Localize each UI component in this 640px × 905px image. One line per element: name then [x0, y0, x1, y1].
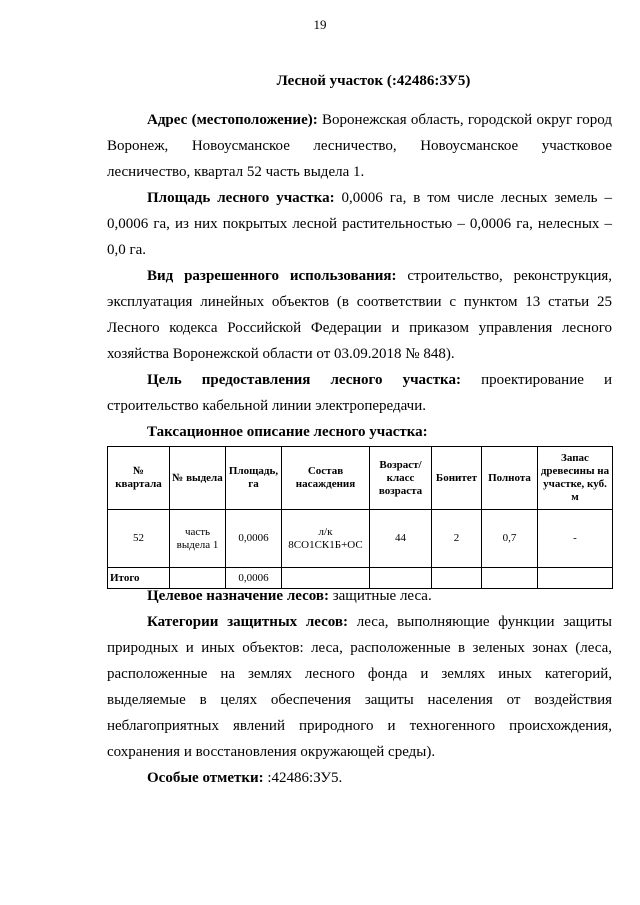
header-cell: Состав насаждения: [282, 447, 370, 510]
header-cell: Возраст/ класс возраста: [370, 447, 432, 510]
designation-paragraph: [107, 583, 612, 609]
header-cell: № квартала: [108, 447, 170, 510]
page-number: 19: [313, 17, 327, 32]
purpose-text: проектирование и строительство кабельной линии электропередачи.: [107, 372, 613, 414]
address-label: Адрес (местоположение):: [147, 112, 318, 128]
categories-text: леса, выполняющие функции защиты природных и иных объектов: леса, расположенные в зеленых зонах (леса, расположенные на землях лесного фонда и землях иных категорий, выделяемые в целях обеспечения защиты населения от воздействия неблагоприятных явлений природного и техногенного происхождения, сохранения и восстановления окружающей среды).: [107, 614, 612, 760]
address-text: Воронежская область, городской округ город Воронеж, Новоусманское лесничество, Новоусманское участковое лесничество, квартал 52 часть выдела 1.: [107, 112, 612, 180]
table-cell: 52: [108, 510, 170, 568]
table-cell: 0,7: [482, 510, 538, 568]
area-label: Площадь лесного участка:: [147, 190, 335, 206]
total-label-cell: Итого: [108, 568, 170, 589]
document-title: Лесной участок (:42486:ЗУ5): [276, 73, 471, 89]
header-cell: Полнота: [482, 447, 538, 510]
table-cell: 2: [432, 510, 482, 568]
header-cell: Запас древесины на участке, куб. м: [538, 447, 613, 510]
table-cell: часть выдела 1: [170, 510, 226, 568]
table-row: [108, 510, 613, 568]
description-title: Таксационное описание лесного участка:: [147, 424, 428, 440]
categories-paragraph: [107, 609, 612, 765]
table-header-row: [108, 447, 613, 510]
header-cell: Площадь, га: [226, 447, 282, 510]
special-label: Особые отметки:: [147, 770, 264, 786]
special-paragraph: [107, 765, 612, 791]
area-paragraph: [107, 185, 612, 263]
address-paragraph: [107, 107, 612, 185]
table-cell: 44: [370, 510, 432, 568]
taxation-table: [107, 446, 613, 589]
usage-text: строительство, реконструкция, эксплуатация линейных объектов (в соответствии с пунктом 13 статьи 25 Лесного кодекса Российской Федерации и приказом управления лесного хозяйства Воронежской области от 03.09.2018 № 848).: [107, 268, 612, 362]
purpose-paragraph: [107, 367, 612, 419]
designation-text: защитные леса.: [328, 588, 432, 604]
categories-label: Категории защитных лесов:: [147, 614, 348, 630]
purpose-label: Цель предоставления лесного участка:: [147, 372, 461, 388]
table-cell: -: [538, 510, 613, 568]
header-cell: № выдела: [170, 447, 226, 510]
usage-paragraph: [107, 263, 612, 367]
usage-label: Вид разрешенного использования:: [147, 268, 397, 284]
area-text: 0,0006 га, в том числе лесных земель – 0,0006 га, из них покрытых лесной растительностью – 0,0006 га, нелесных – 0,0 га.: [107, 190, 612, 258]
header-cell: Бонитет: [432, 447, 482, 510]
table-cell: л/к 8СО1СК1Б+ОС: [282, 510, 370, 568]
table-cell: 0,0006: [226, 510, 282, 568]
special-text: :42486:ЗУ5.: [263, 770, 343, 786]
table-cell: 0,0006: [226, 568, 282, 589]
designation-label: Целевое назначение лесов:: [147, 588, 329, 604]
